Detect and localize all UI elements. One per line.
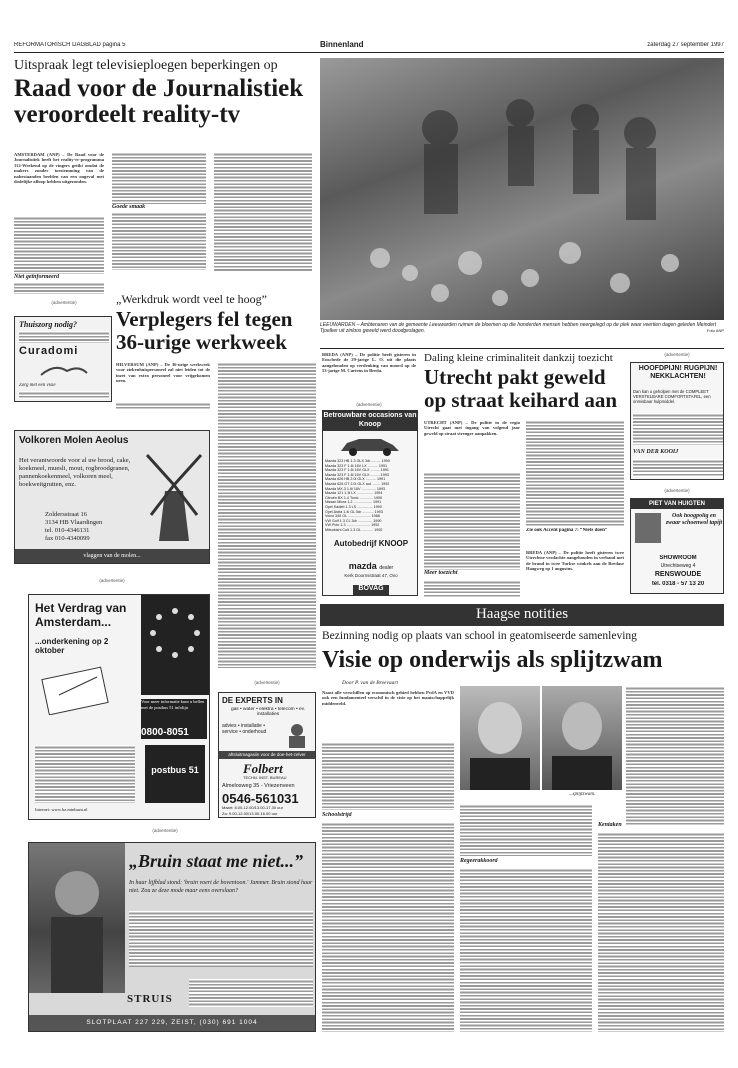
article3-col2-text bbox=[526, 420, 624, 526]
piet-title: PIET VAN HUIGTEN bbox=[631, 499, 723, 509]
knoop-list-row: Opel Astra 1.4i GL 5dr ........... 1993 bbox=[325, 509, 383, 514]
knoop-car-ad bbox=[322, 410, 418, 596]
molen-ad bbox=[14, 430, 210, 564]
verdrag-ad bbox=[28, 594, 210, 820]
rugpijn-body: Dan kan u geholpen met de COMPLEET VERSTELBARE COMFORTSTAFEL, een onmisbaar hulpmiddel. bbox=[633, 389, 711, 404]
article4-col2-text bbox=[460, 804, 592, 856]
article4-byline: Door P. van de Breevaart bbox=[342, 680, 399, 686]
molen-address: Zoldersstraat 16 bbox=[45, 511, 88, 518]
knoop-title: Betrouwbare occasions van Knoop bbox=[323, 411, 417, 431]
article4-sub3: Kentaken bbox=[598, 822, 622, 828]
politician-photo-2 bbox=[542, 686, 622, 790]
piet-body: Ook hoogpolig en zwaar schoenwol tapijt bbox=[665, 513, 723, 526]
article3-lead: UTRECHT (ANP) – De politie in de regio Utrecht gaat met ingang van volgend jaar geweld op straat strenger aanpakken. bbox=[424, 420, 520, 436]
eu-flag-icon bbox=[141, 595, 209, 695]
article1-col2-text bbox=[112, 152, 206, 204]
experts-title: DE EXPERTS IN bbox=[222, 696, 283, 705]
ad-label-2: (advertentie) bbox=[99, 578, 125, 583]
article1-lead: AMSTERDAM (ANP) – De Raad voor de Journalistiek heeft het reality-tv-programma 112-Weekend op de vingers getikt omdat de makers zonder toestemming van de nabestaanden beelden van een ongeval met dodelijke afloop hebben uitgezonden. bbox=[14, 152, 104, 185]
knoop-list-row: Mazda 323 HB 1.3 GLX 3dr ......... 1990 bbox=[325, 459, 390, 463]
verdrag-subtitle: ...onderkening op 2 oktober bbox=[35, 637, 109, 655]
molen-city: 3134 HB Vlaardingen bbox=[45, 519, 103, 526]
article3-headline: Utrecht pakt geweld op straat keihard aan bbox=[424, 366, 618, 412]
article3-col1-end bbox=[424, 580, 520, 598]
struis-title: „Bruin staat me niet...” bbox=[129, 851, 304, 871]
article1-col2-text-end bbox=[112, 212, 206, 270]
treaty-document-icon bbox=[39, 665, 119, 715]
article3-see-also: Zie ook Accent pagina 7: “Niets doen” bbox=[526, 528, 608, 533]
flowers-crowd-image bbox=[320, 58, 724, 320]
ad-label-6: (advertentie) bbox=[664, 352, 690, 357]
haagse-notities-banner bbox=[320, 604, 724, 626]
ad-label-3: (advertentie) bbox=[254, 680, 280, 685]
article2-col1-text bbox=[116, 402, 210, 410]
article2-lead: HILVERSUM (ANP) – De 36-urige werkweek voor ziekenhuispersoneel zal niet leiden tot de inzet van extra personeel voor vrijgekomen uren. bbox=[116, 362, 210, 384]
molen-title: Volkoren Molen Aeolus bbox=[19, 435, 129, 446]
molen-fax: fax 010-4340099 bbox=[45, 535, 90, 542]
verdrag-body bbox=[35, 745, 135, 803]
folbert-sub: TECHN. INST. BUREAU bbox=[243, 775, 287, 780]
ad-label-4: (advertentie) bbox=[152, 828, 178, 833]
photo-caption-text: LEEUWARDEN – Ambtenaren van de gemeente Leeuwarden ruimen de bloemen op die honderden mensen hebben neergelegd op de plek waar veertien dagen geleden Meindert Tjoelker uit zinloos geweld werd doodgeslagen. bbox=[320, 322, 717, 334]
postbus51-text: postbus 51 bbox=[151, 765, 199, 775]
postbus51-logo bbox=[145, 745, 205, 803]
article1-col1-text-end bbox=[14, 282, 104, 294]
bovag-logo: BOVAG bbox=[353, 585, 389, 595]
thuiszorg-footer bbox=[19, 391, 109, 399]
ad-label-5: (advertentie) bbox=[356, 402, 382, 407]
article1-col1-text bbox=[14, 216, 104, 274]
ad-label-1: (advertentie) bbox=[51, 300, 77, 305]
folbert-hours1: Maart: 8.00-12.00/13.00-17.30 uur bbox=[222, 805, 283, 810]
article1-subhead1: Goede smaak bbox=[112, 204, 146, 210]
article4-col2-end bbox=[460, 868, 592, 1032]
knoop-name: Autobedrijf KNOOP bbox=[333, 539, 409, 548]
article4-kicker: Bezinning nodig op plaats van school in geatomiseerde samenleving bbox=[322, 630, 637, 642]
mazda-brand bbox=[331, 561, 411, 573]
article1-kicker: Uitspraak legt televisieploegen beperkingen op bbox=[14, 58, 278, 73]
article1-headline: Raad voor de Journalistiek veroordeelt reality-tv bbox=[14, 76, 304, 128]
thuiszorg-ad bbox=[14, 316, 112, 402]
ad-label-7: (advertentie) bbox=[664, 488, 690, 493]
piet-ad bbox=[630, 498, 724, 594]
struis-extra bbox=[189, 979, 313, 1007]
haagse-notities-title: Haagse notities bbox=[475, 606, 569, 622]
rugpijn-text bbox=[633, 413, 723, 445]
knoop-list-row: Mazda 323 F 1.6i 16V GLX ......... 1993 bbox=[325, 472, 389, 477]
verdrag-phone: 0800-8051 bbox=[141, 727, 207, 739]
knoop-list-row: Mazda 121 1.3i LX ................ 1994 bbox=[325, 491, 383, 496]
thuiszorg-title: Thuiszorg nodig? bbox=[19, 320, 78, 329]
article4-col1-end bbox=[322, 822, 454, 1032]
knoop-address: Kerk Doornsstraat 47, Ovo bbox=[344, 573, 398, 578]
article4-sub2: Regeerakkoord bbox=[460, 858, 498, 864]
article4-col3-text bbox=[626, 686, 724, 826]
knoop-list-row: Volvo 340 GL ...................... 1988 bbox=[325, 514, 380, 519]
experts-services: gas • water • elektra • telecom • ev. installaties bbox=[230, 707, 306, 717]
knoop-list-row: Nissan Micra 1.2 .................. 1991 bbox=[325, 500, 382, 505]
piet-city: RENSWOUDE bbox=[654, 571, 702, 578]
section-name: Binnenland bbox=[320, 40, 364, 49]
article4-col1-text bbox=[322, 742, 454, 810]
article2-kicker: „Werkdruk wordt veel te hoog” bbox=[116, 292, 267, 306]
article3-subhead: Meer toezicht bbox=[424, 570, 458, 576]
experts-tagline: aftsluitmagasiin voor de doe-het-zelver bbox=[219, 751, 315, 759]
molen-body: Het verantwoorde voor al uw brood, cake, koekmeel, muesli, mout, rogbroodgranen, pannenkoekenmeel, volkoren meel, boekweitgrutten, enz. bbox=[19, 457, 131, 488]
article4-lead: Naast alle verschillen op economisch gebied hebben PvdA en VVD ook een fundamenteel verschil in de visie op het maatschappelijk middenveld. bbox=[322, 690, 454, 706]
thuiszorg-brand: Curadomi bbox=[19, 345, 79, 357]
worker-icon bbox=[281, 721, 313, 749]
thuiszorg-tagline: Zorg met een visie bbox=[19, 383, 56, 388]
hands-icon bbox=[37, 361, 91, 381]
molen-bottom: vlaggen van de molen... bbox=[15, 549, 209, 563]
folbert-phone: 0546-561031 bbox=[222, 791, 299, 805]
piet-portrait-image bbox=[635, 513, 661, 543]
article4-col3-end bbox=[598, 832, 724, 1032]
rugpijn-ad bbox=[630, 362, 724, 480]
publication-date: zaterdag 27 september 1997 bbox=[647, 42, 724, 48]
article2-col2-text bbox=[218, 362, 316, 668]
leeuwarden-photo bbox=[320, 58, 724, 320]
folbert-hours2: Za: 9.00-12.00/13.00-16.00 uur bbox=[222, 811, 278, 816]
piet-address: Utrechtseweg 4 bbox=[660, 563, 696, 569]
photo-caption bbox=[320, 322, 724, 348]
woman-portrait-image bbox=[29, 843, 125, 993]
rugpijn-title: HOOFDPIJN! RUGPIJN! NEKKLACHTEN! bbox=[638, 365, 718, 380]
knoop-list-row: Mazda 626 GT 2.0i GLX aut. ....... 1992 bbox=[325, 481, 390, 486]
knoop-list-row: Citroën BX 1.4 Tonic ............. 1990 bbox=[325, 495, 383, 500]
knoop-list bbox=[325, 459, 417, 535]
mazda-dealer: dealer bbox=[379, 565, 394, 571]
photo-bottom-rule bbox=[320, 348, 724, 349]
experts-ad bbox=[218, 692, 316, 818]
mazda-logo: mazda bbox=[348, 561, 377, 571]
struis-brand: STRUIS bbox=[127, 993, 173, 1005]
knoop-list-row: VW Polo 1.3 ....................... 1992 bbox=[325, 523, 380, 528]
struis-body: In haar lijfblad stond: 'bruin voert de boventoon.' Jammer. Bruin stond haar niet. Zou ze deze mode maar eens overslaan? bbox=[129, 880, 313, 894]
knoop-list-row: Mazda 323 F 1.6i 16V GLX ......... 1991 bbox=[325, 468, 389, 473]
article3-col1-text bbox=[424, 472, 520, 570]
article1-col3-text bbox=[214, 152, 312, 272]
experts-list: advies • installatie • service • onderhoud bbox=[222, 723, 267, 735]
knoop-list-row: Mazda 323 F 1.6i 16V LX .......... 1991 bbox=[325, 463, 388, 468]
struis-body-text bbox=[129, 911, 313, 967]
verdrag-info: Voor meer informatie kunt u bellen met de postbus 51 infolijn bbox=[141, 699, 207, 727]
breda2-text: BREDA (ANP) – De politie heeft gisteren twee Utrechtse verdachte aangehouden in verband met de brand in twee Turkse winkels aan de Bredase Haagweg op 1 augustus. bbox=[526, 550, 624, 572]
header-rule bbox=[14, 52, 724, 53]
publication-name: REFORMATORISCH DAGBLAD pagina 5 bbox=[14, 42, 126, 48]
folbert-address: Almelosweg 35 - Vriezenveen bbox=[222, 783, 295, 789]
politician-photo-1 bbox=[460, 686, 540, 790]
rugpijn-address bbox=[633, 459, 723, 477]
molen-tel: tel. 010-4346131 bbox=[45, 527, 90, 534]
verdrag-title: Het Verdrag van Amsterdam... bbox=[35, 601, 127, 629]
struis-ad bbox=[28, 842, 316, 1032]
article4-photo-caption: ...splijtzwam. bbox=[568, 792, 596, 797]
breda1-text: BREDA (ANP) – De politie heeft gisteren in Enschede de 29-jarige L. O. uit die plaats aangehouden op verdenking van moord op de 53-jarige M. Cartens in Breda. bbox=[322, 352, 416, 374]
windmill-icon bbox=[143, 441, 205, 545]
knoop-list-row: VW Golf 1.3 CL 3dr .............. 1990 bbox=[325, 518, 382, 523]
knoop-list-row: Opel Kadett 1.3 LS ............... 1990 bbox=[325, 504, 382, 509]
struis-footer: SLOTPLAAT 227 229, ZEIST, (030) 691 1004 bbox=[29, 1015, 315, 1031]
verdrag-footer: Internet: www.bz.minbuza.nl bbox=[35, 807, 88, 812]
article3-kicker: Daling kleine criminaliteit dankzij toezicht bbox=[424, 352, 613, 364]
article4-headline: Visie op onderwijs als splijtzwam bbox=[322, 647, 663, 673]
knoop-list-row: Mazda 626 HB 2.0i GLX .......... 1991 bbox=[325, 477, 386, 482]
thuiszorg-text bbox=[19, 331, 109, 343]
photo-credit: Foto ANP bbox=[706, 328, 724, 333]
rugpijn-brand: VAN DER KOOIJ bbox=[633, 449, 679, 455]
article2-headline: Verplegers fel tegen 36-urige werkweek bbox=[116, 308, 293, 354]
article1-subhead2: Niet geïnformeerd bbox=[14, 274, 60, 280]
folbert-brand: Folbert bbox=[243, 761, 283, 775]
knoop-list-row: Mitsubishi Colt 1.3 GL ........... 1992 bbox=[325, 527, 383, 532]
knoop-list-row: Mazda MX-3 1.6i 16V .............. 1993 bbox=[325, 486, 386, 491]
article4-sub1: Schoolstrijd bbox=[322, 812, 352, 818]
piet-tel: tel. 0318 - 57 13 20 bbox=[651, 581, 705, 587]
piet-showroom: SHOWROOM bbox=[659, 555, 697, 561]
car-image bbox=[337, 433, 403, 457]
